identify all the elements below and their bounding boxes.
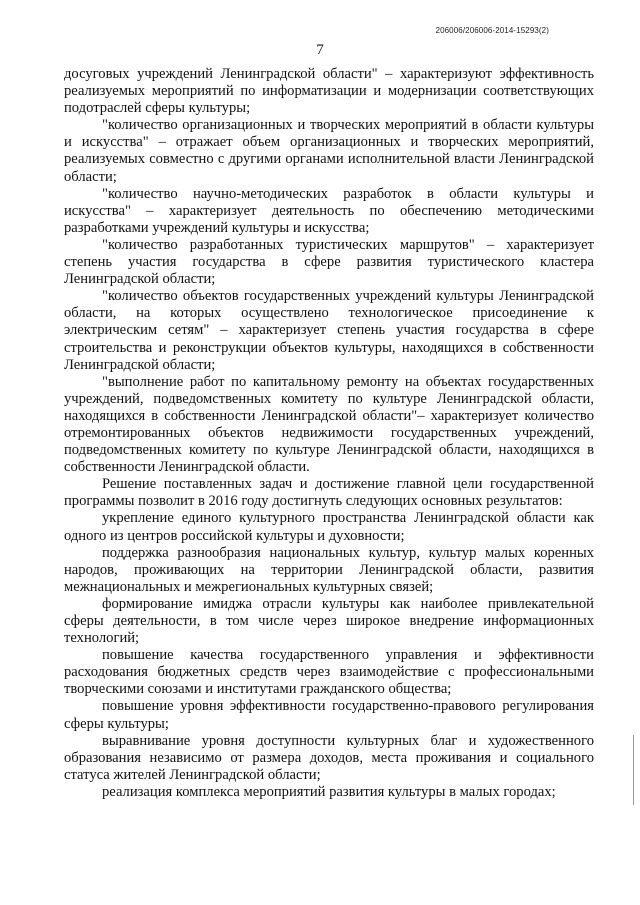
paragraph-continuation: досуговых учреждений Ленинградской области" – характеризуют эффективность реализуемых мероприятий по информатизации и модернизации соответствующих подотраслей сферы культуры; bbox=[64, 66, 594, 117]
paragraph: "количество организационных и творческих мероприятий в области культуры и искусства" – отражает объем организационных и творческих мероприятий, реализуемых совместно с другими органами исполнительной власти Ленинградской области; bbox=[64, 117, 594, 185]
paragraph: Решение поставленных задач и достижение главной цели государственной программы позволит в 2016 году достигнуть следующих основных результатов: bbox=[64, 476, 594, 510]
body-text bbox=[64, 66, 594, 801]
paragraph: "количество разработанных туристических маршрутов" – характеризует степень участия государства в сфере развития туристического кластера Ленинградской области; bbox=[64, 236, 594, 288]
page-number: 7 bbox=[316, 42, 324, 58]
paragraph: "количество объектов государственных учреждений культуры Ленинградской области, на которых осуществлено технологическое присоединение к электрическим сетям" – характеризует степень участия государства в сфере строительства и реконструкции объектов культуры, находящихся в собственности Ленинградской области; bbox=[64, 288, 594, 373]
scan-edge-line bbox=[633, 735, 634, 805]
paragraph: повышение качества государственного управления и эффективности расходования бюджетных средств через взаимодействие с профессиональными творческими союзами и институтами гражданского общества; bbox=[64, 647, 594, 698]
paragraph: "количество научно-методических разработок в области культуры и искусства" – характеризует деятельность по обеспечению методическими разработками учреждений культуры и искусства; bbox=[64, 185, 594, 236]
paragraph: повышение уровня эффективности государственно-правового регулирования сферы культуры; bbox=[64, 698, 594, 732]
paragraph: укрепление единого культурного пространства Ленинградской области как одного из центров российской культуры и духовности; bbox=[64, 510, 594, 544]
document-id: 206006/206006-2014-15293(2) bbox=[435, 26, 549, 35]
paragraph: выравнивание уровня доступности культурных благ и художественного образования независимо от размера доходов, места проживания и социального статуса жителей Ленинградской области; bbox=[64, 732, 594, 783]
paragraph: "выполнение работ по капитальному ремонту на объектах государственных учреждений, подведомственных комитету по культуре Ленинградской области, находящихся в собственности Ленинградской области"– характеризует количество отремонтированных объектов недвижимости государственных учреждений, подведомственных комитету по культуре Ленинградской области, находящихся в собственности Ленинградской области. bbox=[64, 373, 594, 476]
paragraph: поддержка разнообразия национальных культур, культур малых коренных народов, проживающих на территории Ленинградской области, развития межнациональных и межрегиональных культурных связей; bbox=[64, 544, 594, 595]
paragraph: формирование имиджа отрасли культуры как наиболее привлекательной сферы деятельности, в том числе через широкое внедрение информационных технологий; bbox=[64, 595, 594, 647]
paragraph: реализация комплекса мероприятий развития культуры в малых городах; bbox=[102, 783, 556, 800]
